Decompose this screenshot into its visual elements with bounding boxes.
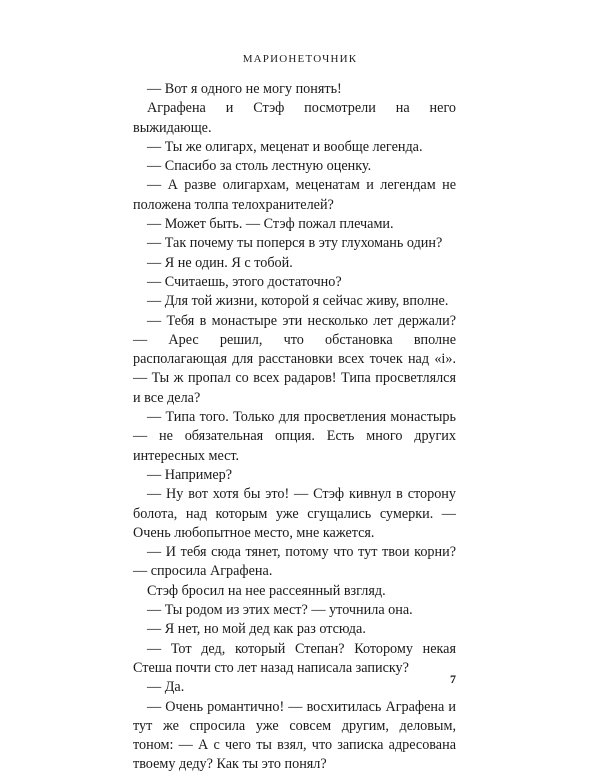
paragraph: — Тебя в монастыре эти несколько лет держали? — Арес решил, что обстановка вполне располагающая для расстановки всех точек над «i». — Ты ж пропал со всех радаров! Типа просветлялся и все дела? [133,312,456,406]
paragraph: — Спасибо за столь лестную оценку. [147,158,372,175]
paragraph: — А разве олигархам, меценатам и легендам не положена толпа телохранителей? [133,177,456,213]
paragraph: — Я нет, но мой дед как раз отсюда. [147,621,366,638]
paragraph: — Тот дед, который Степан? Которому некая Стеша почти сто лет назад написала записку? [133,640,456,676]
paragraph: — Так почему ты поперся в эту глухомань один? [147,235,443,252]
paragraph: — Ну вот хотя бы это! — Стэф кивнул в сторону болота, над которым уже сгущались сумерки. — Очень любопытное место, мне кажется. [133,486,456,541]
paragraph: — Ты родом из этих мест? — уточнила она. [147,602,413,619]
paragraph: — Очень романтично! — восхитилась Аграфена и тут же спросила уже совсем другим, деловым, тоном: — А с чего ты взял, что записка адресована твоему деду? Как ты это понял? [133,698,456,773]
paragraph: — Для той жизни, которой я сейчас живу, вполне. [147,293,449,310]
paragraph: — Типа того. Только для просветления монастырь — не обязательная опция. Есть много других интересных мест. [133,409,456,464]
paragraph: — Ты же олигарх, меценат и вообще легенда. [147,138,423,155]
paragraph: — Например? [147,466,233,483]
paragraph: — Вот я одного не могу понять! [147,81,342,97]
paragraph: Аграфена и Стэф посмотрели на него выжидающе. [133,100,456,136]
running-head: МАРИОНЕТОЧНИК [242,53,358,65]
paragraph: — Да. [147,679,185,696]
page-number: 7 [450,672,456,686]
paragraph: — Может быть. — Стэф пожал плечами. [147,216,394,233]
paragraph: — Я не один. Я с тобой. [147,254,293,271]
paragraph: — И тебя сюда тянет, потому что тут твои корни? — спросила Аграфена. [133,544,456,580]
paragraph: Стэф бросил на нее рассеянный взгляд. [147,582,386,599]
paragraph: — Считаешь, этого достаточно? [147,273,342,290]
body-text [133,80,456,775]
